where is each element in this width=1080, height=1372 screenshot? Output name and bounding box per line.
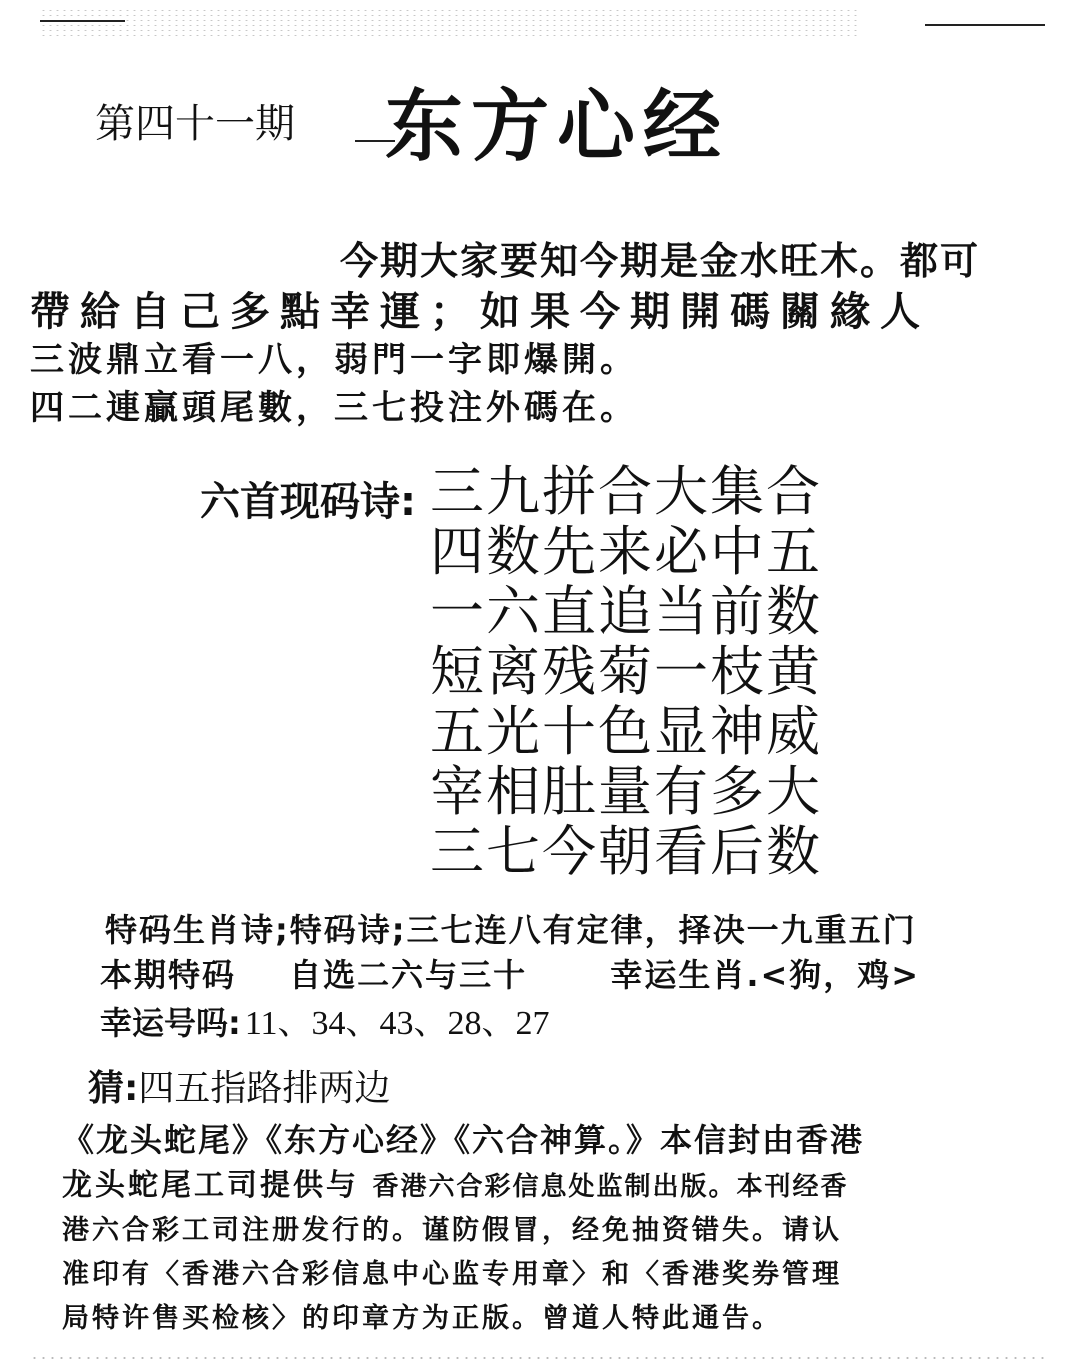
notice-line-2-start: 龙头蛇尾工司提供与 (62, 1168, 359, 1203)
page-title: 东方心经 (385, 82, 730, 172)
poem-line: 一六直追当前数 (430, 580, 822, 643)
top-rule-right (925, 24, 1045, 26)
notice-line-3: 港六合彩工司注册发行的。谨防假冒，经免抽资错失。请认 (62, 1215, 842, 1246)
lucky-numbers: 11、34、43、28、27 (244, 1005, 550, 1042)
notice-line-4: 准印有〈香港六合彩信息中心监专用章〉和〈香港奖券管理 (62, 1259, 842, 1290)
notice-line-5: 局特许售买检核〉的印章方为正版。曾道人特此通告。 (62, 1303, 782, 1334)
poem-line: 短离残菊一枝黄 (430, 640, 822, 703)
notice-line-2-end: 香港六合彩信息处监制出版。本刊经香 (372, 1172, 849, 1202)
self-pick: 自选二六与三十 (289, 956, 528, 994)
intro-line-2: 帶給自己多點幸運；如果今期開碼關緣人 (30, 289, 930, 335)
lucky-zodiac: 幸运生肖.<狗，鸡> (610, 956, 921, 994)
poem-lines (430, 462, 890, 882)
zodiac-poem-line: 特码生肖诗;特码诗;三七连八有定律，择决一九重五门 (105, 911, 917, 949)
lucky-numbers-label: 幸运号吗: (100, 1004, 241, 1042)
this-issue-label: 本期特码 (100, 956, 237, 994)
poem-line: 宰相肚量有多大 (430, 760, 822, 823)
scan-noise-top (40, 8, 860, 38)
top-rule-left (40, 20, 125, 22)
poem-line: 五光十色显神威 (430, 700, 822, 763)
poem-line: 三七今朝看后数 (430, 820, 822, 883)
intro-line-4: 四二連贏頭尾數，三七投注外碼在。 (30, 388, 638, 428)
notice-line-1: 《龙头蛇尾》《东方心经》《六合神算。》本信封由香港 (62, 1121, 865, 1159)
lucky-numbers-line (100, 995, 550, 1044)
poem-line: 四数先来必中五 (430, 520, 822, 583)
intro-line-3: 三波鼎立看一八，弱門一字即爆開。 (30, 340, 638, 380)
notice-line-2 (62, 1160, 848, 1204)
this-issue-line (100, 950, 920, 996)
guess-label: 猜: (88, 1068, 139, 1109)
issue-number: 第四十一期 (95, 101, 295, 146)
intro-line-1: 今期大家要知今期是金水旺木。都可 (340, 239, 981, 283)
poem-line: 三九拼合大集合 (430, 460, 822, 523)
guess-line (88, 1060, 390, 1111)
guess-text: 四五指路排两边 (138, 1068, 391, 1109)
scan-noise-bottom (30, 1355, 1050, 1361)
poem-label: 六首现码诗: (200, 479, 416, 525)
